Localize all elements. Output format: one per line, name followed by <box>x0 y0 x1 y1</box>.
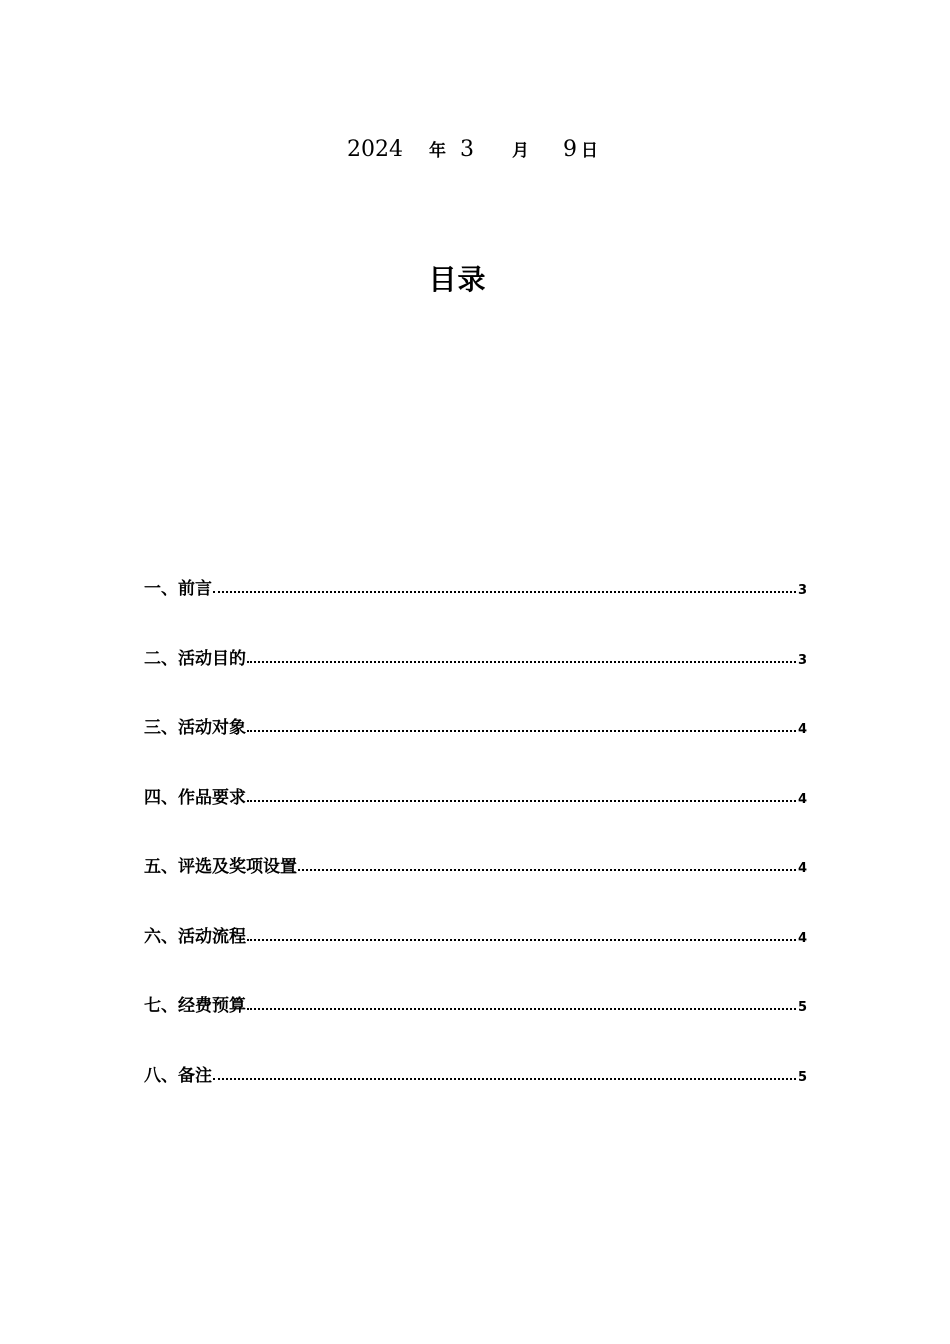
toc-entry[interactable] <box>144 783 807 853</box>
toc-dot-leader <box>213 1078 796 1080</box>
toc-entry-label: 一、前言 <box>144 579 212 599</box>
toc-dot-leader <box>247 1008 796 1010</box>
toc-dot-leader <box>247 800 796 802</box>
toc-entry-label: 五、评选及奖项设置 <box>144 857 297 877</box>
toc-entry-label: 八、备注 <box>144 1065 212 1086</box>
toc-entry-label: 四、作品要求 <box>144 787 246 808</box>
date-day-unit: 日 <box>581 141 598 161</box>
date-day: 9 <box>563 137 577 162</box>
toc-entry[interactable] <box>144 991 807 1061</box>
toc-entry[interactable] <box>144 922 807 992</box>
toc-entry[interactable] <box>144 852 807 922</box>
date-year: 2024 <box>347 137 403 162</box>
date-month-unit: 月 <box>512 141 529 161</box>
toc-entry-label: 二、活动目的 <box>144 648 246 669</box>
toc-dot-leader <box>247 661 796 663</box>
toc-list <box>144 574 807 1130</box>
toc-entry[interactable] <box>144 1061 807 1131</box>
toc-entry-page: 4 <box>797 930 807 946</box>
toc-entry-page: 4 <box>797 722 807 737</box>
toc-entry-page: 5 <box>797 1069 807 1085</box>
toc-entry-label: 三、活动对象 <box>144 718 246 738</box>
toc-entry[interactable] <box>144 713 807 783</box>
toc-dot-leader <box>213 591 796 593</box>
toc-entry-page: 3 <box>797 583 807 598</box>
toc-entry-page: 4 <box>797 861 807 876</box>
toc-dot-leader <box>247 939 796 941</box>
toc-dot-leader <box>247 730 796 732</box>
toc-title: 目录 <box>428 263 487 296</box>
toc-entry-page: 3 <box>797 652 807 668</box>
date-month: 3 <box>460 137 474 162</box>
toc-entry[interactable] <box>144 644 807 714</box>
toc-entry-label: 六、活动流程 <box>144 926 246 947</box>
toc-entry[interactable] <box>144 574 807 644</box>
toc-entry-page: 5 <box>797 1000 807 1015</box>
toc-entry-label: 七、经费预算 <box>144 996 246 1016</box>
toc-entry-page: 4 <box>797 791 807 807</box>
date-year-unit: 年 <box>429 141 446 161</box>
date-line <box>347 136 598 166</box>
toc-dot-leader <box>298 869 796 871</box>
